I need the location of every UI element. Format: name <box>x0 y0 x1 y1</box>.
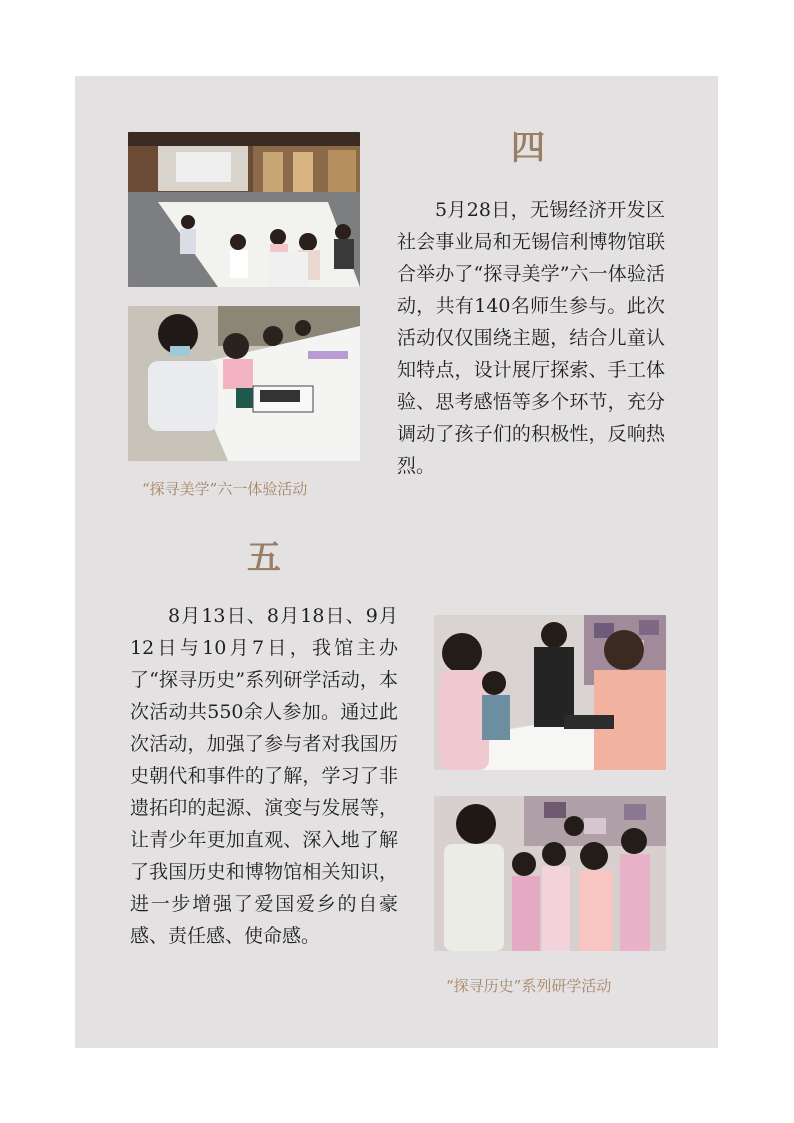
caption-section-5: “探寻历史”系列研学活动 <box>446 977 612 995</box>
photo-rubbing-activity <box>434 615 666 770</box>
photo-children-crafts <box>128 306 360 461</box>
section-4-numeral: 四 <box>511 128 545 168</box>
section-5-body: 8月13日、8月18日、9月12日与10月7日，我馆主办了“探寻历史”系列研学活动，本次活动共550余人参加。通过此次活动，加强了参与者对我国历史朝代和事件的了解，学习了非遗拓印的起源、演变与发展等，让青少年更加直观、深入地了解了我国历史和博物馆相关知识，进一步增强了爱国爱乡的自豪感、责任感、使命感。 <box>130 605 398 947</box>
caption-section-4: “探寻美学”六一体验活动 <box>142 480 308 498</box>
photo-children-classroom <box>128 132 360 287</box>
section-4-body: 5月28日，无锡经济开发区社会事业局和无锡信利博物馆联合举办了“探寻美学”六一体验活动，共有140名师生参与。此次活动仅仅围绕主题，结合儿童认知特点，设计展厅探索、手工体验、思考感悟等多个环节，充分调动了孩子们的积极性，反响热烈。 <box>397 199 665 477</box>
photo-girls-hanfu <box>434 796 666 951</box>
section-5-numeral: 五 <box>247 538 281 578</box>
